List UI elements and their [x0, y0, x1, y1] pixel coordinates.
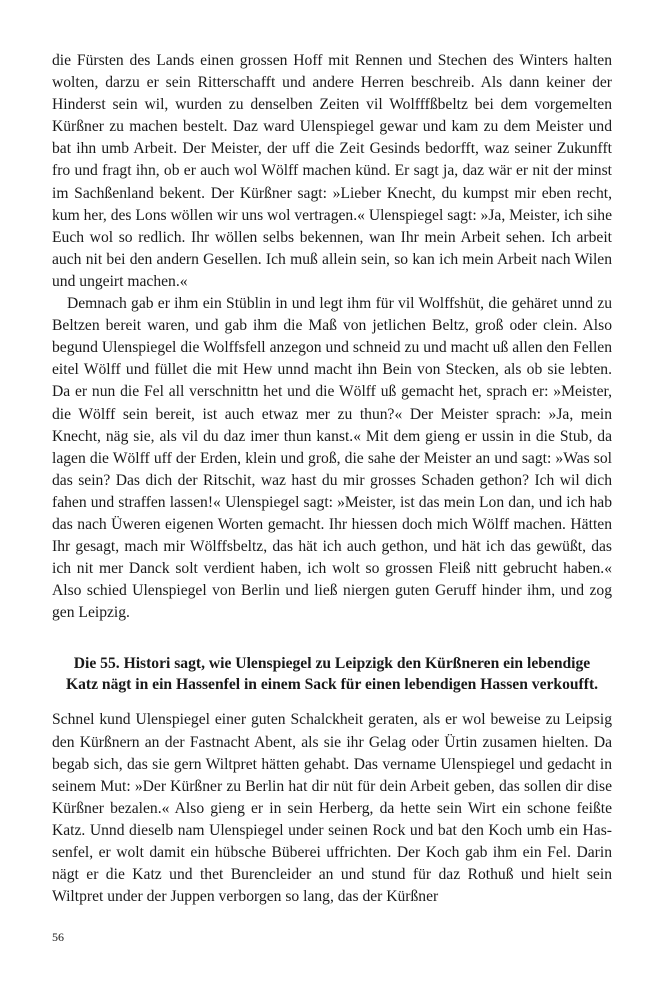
- paragraph: Schnel kund Ulenspiegel einer guten Schalckheit geraten, als er wol beweise zu Leipsig den Kürßnern an der Fastnacht Abent, als sie ihr Gelag oder Ürtin zusamen hielten. Da begab sich, das sie gern Wiltpret hätten gehabt. Das vername Ulenspiegel und gedacht in seinem Mut: »Der Kürßner zu Berlin hat dir nüt für dein Arbeit geben, das sollen dir dise Kürßner bezalen.« Also gieng er in sein Herberg, da hette sein Wirt ein schone feißte Katz. Unnd dieselb nam Ulenspiegel under seinen Rock und bat den Koch umb ein Hassenfel, er wolt damit ein hübsche Büberei uffrichten. Der Koch gab ihm ein Fel. Darin nägt er die Katz und thet Burencleider an und stund für daz Rothuß und hielt sein Wiltpret under der Juppen verborgen so lang, das der Kürßner: [52, 711, 612, 906]
- paragraph-continuation: die Fürsten des Lands einen grossen Hoff mit Rennen und Stechen des Winters halten wolten, darzu er sein Ritterschafft und andere Herren beschreib. Als dann keiner der Hinderst sein wil, wurden zu denselben Zeiten vil Wolfffßbeltz bei dem vorgemelten Kürßner zu machen bestelt. Daz ward Ulenspiegel gewar und kam zu dem Meister und bat ihn umb Arbeit. Der Meister, der uff die Zeit Gesinds bedorfft, waz seiner Zukunfft fro und fragt ihn, ob er auch wol Wölff machen künd. Er sagt ja, daz wär er nit der minst im Sachßenland bekent. Der Kürßner sagt: »Lieber Knecht, du kumpst mir eben recht, kum her, des Lons wöllen wir uns wol vertragen.« Ulenspiegel sagt: »Ja, Meister, ich sihe Euch wol so redlich. Ihr wöllen selbs bekennen, wan Ihr mein Arbeit sehen. Ich arbeit auch nit bei den andern Gesellen. Ich muß allein sein, so kan ich mein Arbeit nach Wilen und ungeirt machen.«: [52, 52, 613, 290]
- book-page: [52, 50, 612, 908]
- chapter-heading: Die 55. Histori sagt, wie Ulenspiegel zu Leipzigk den Kürßneren ein lebendige Katz nägt in ein Hassenfel in einem Sack für einen lebendigen Hassen verkoufft.: [65, 655, 599, 693]
- page-number: 56: [52, 930, 64, 944]
- paragraph: Demnach gab er ihm ein Stüblin in und legt ihm für vil Wolffshüt, die gehäret unnd zu Beltzen bereit waren, und gab ihm die Maß von jetlichen Beltz, groß oder clein. Also begund Ulenspiegel die Wolffsfell anzegon und schneid zu und macht uß allen den Fellen eitel Wölff und füllet die mit Hew unnd macht ihn Bein von Stecken, als ob sie lebten. Da er nun die Fel all verschnittn het und die Wölff uß gemacht het, sprach er: »Meister, die Wölff sein bereit, ist auch etwaz mer zu thun?« Der Meister sprach: »Ja, mein Knecht, näg sie, als vil du daz imer thun kanst.« Mit dem gieng er ussin in die Stub, da lagen die Wölff uff der Erden, klein und groß, die sahe der Meister an und sagt: »Was sol das sein? Das dich der Ritschit, waz hast du mir grosses Schaden gethon? Ich wil dich fahen und straffen lassen!« Ulenspiegel sagt: »Meister, ist das mein Lon dan, und ich hab das nach Üweren eigenen Worten gemacht. Ihr hiessen doch mich Wölff machen. Hätten Ihr gesagt, mach mir Wölffsbeltz, das hät ich auch gethon, und hät ich das gewüßt, das ich nit mer Danck solt verdient haben, ich wolt so grossen Fleiß nitt gebrucht haben.« Also schied Ulenspiegel von Berlin und ließ niergen guten Geruff hinder ihm, und zog gen Leipzig.: [52, 295, 612, 622]
